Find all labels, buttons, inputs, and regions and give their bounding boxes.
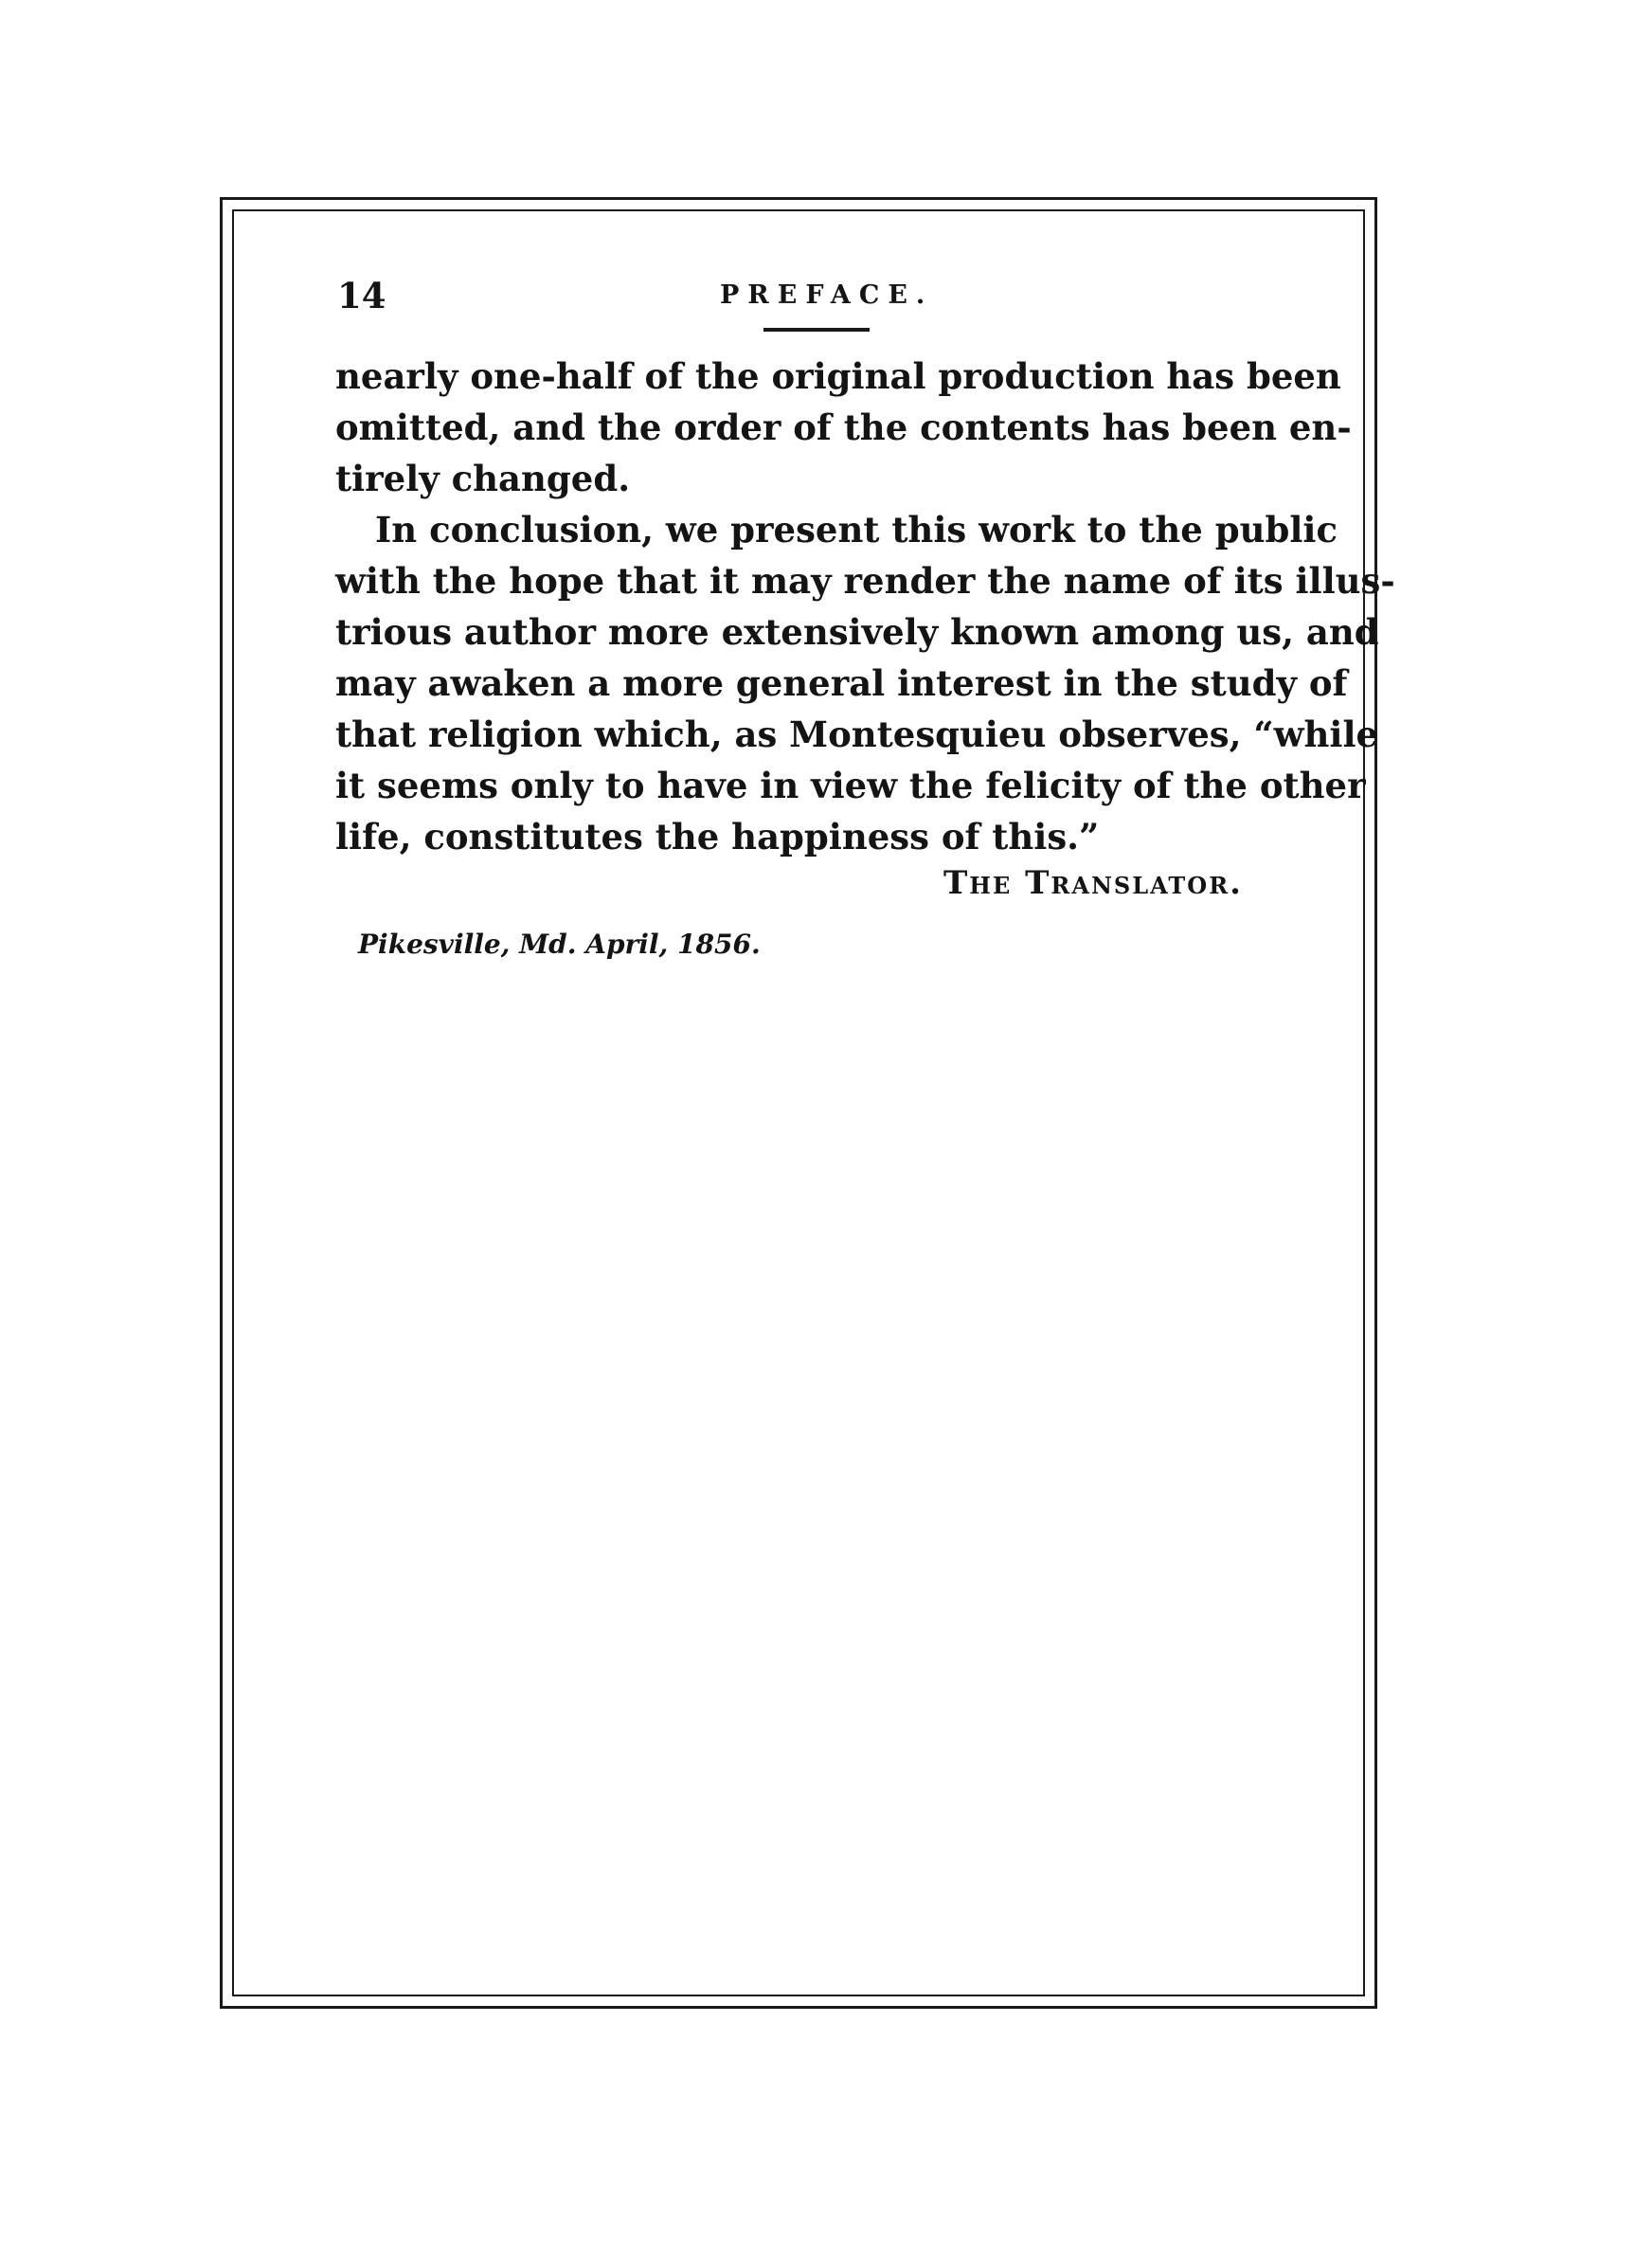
signature: The Translator. bbox=[943, 864, 1243, 902]
text-line: may awaken a more general interest in the study of bbox=[335, 662, 1348, 704]
text-line: trious author more extensively known among us, and bbox=[335, 611, 1379, 653]
text-line: it seems only to have in view the felicity of the other bbox=[335, 765, 1366, 806]
header-rule bbox=[763, 328, 870, 332]
place-date: Pikesville, Md. April, 1856. bbox=[358, 929, 761, 960]
text-line: In conclusion, we present this work to the public bbox=[375, 509, 1338, 551]
text-line: omitted, and the order of the contents has been en- bbox=[335, 406, 1352, 448]
page-number: 14 bbox=[337, 275, 386, 316]
text-line: nearly one-half of the original production has been bbox=[335, 355, 1341, 397]
text-line: life, constitutes the happiness of this.” bbox=[335, 816, 1100, 858]
page-header bbox=[337, 275, 1284, 332]
preface-text bbox=[335, 351, 1395, 862]
text-line: that religion which, as Montesquieu observes, “while bbox=[335, 713, 1379, 755]
text-line: tirely changed. bbox=[335, 458, 631, 499]
running-head: PREFACE. bbox=[720, 280, 934, 310]
text-line: with the hope that it may render the name of its illus- bbox=[335, 560, 1395, 602]
